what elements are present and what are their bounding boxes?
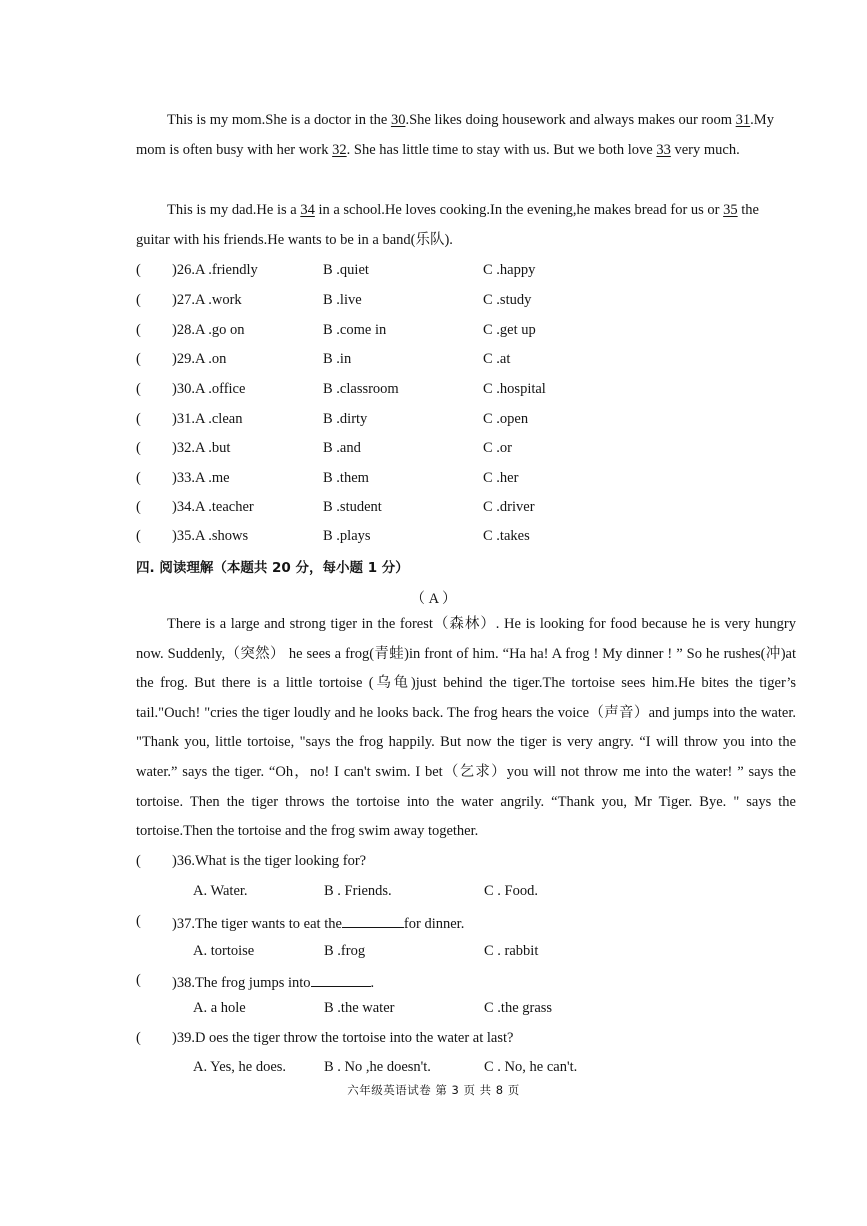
reading-options-37	[136, 943, 796, 967]
text-run: in a school.He loves cooking.In the evening,he makes bread for us or	[314, 202, 724, 218]
question-stem-end: .	[370, 975, 375, 991]
answer-paren[interactable]: (	[136, 913, 141, 929]
option-b: B .classroom	[323, 381, 399, 397]
blank-31: 31	[735, 112, 751, 128]
option-c: C .study	[483, 292, 532, 308]
answer-paren[interactable]: (	[136, 972, 141, 988]
cloze-question-29	[136, 351, 796, 375]
option-b: B .and	[323, 440, 361, 456]
option-b: B .quiet	[323, 262, 369, 278]
answer-blank[interactable]	[342, 913, 404, 928]
reading-options-38	[136, 1000, 796, 1024]
text-run: This is my mom.She is a doctor in the	[167, 112, 391, 128]
option-c: C .the grass	[484, 1000, 553, 1016]
option-a: A. a hole	[193, 1000, 246, 1016]
option-c: C .happy	[483, 262, 536, 278]
option-b: B .them	[323, 470, 369, 486]
text-run: the guitar with his friends.He wants to be in a band(乐队).	[136, 202, 759, 248]
option-b: B .frog	[324, 943, 366, 959]
cloze-question-30	[136, 381, 796, 405]
cloze-question-34	[136, 499, 796, 523]
question-text	[172, 972, 374, 992]
option-a: )28.A .go on	[172, 322, 245, 338]
option-c: C . rabbit	[484, 943, 539, 959]
text-run: .She likes doing housework and always makes our room	[405, 112, 736, 128]
reading-question-39	[136, 1030, 796, 1054]
option-b: B .dirty	[323, 411, 368, 427]
text-run: . She has little time to stay with us. But we both love	[346, 141, 657, 158]
option-a: )34.A .teacher	[172, 499, 254, 515]
reading-passage: There is a large and strong tiger in the forest（森林）. He is looking for food because he is very hungry now. Suddenly,（突然） he sees a frog(青蛙)in front of him. “Ha ha! A frog ! My dinner ! ” So he rushes(冲)at the frog. But there is a little tortoise (乌龟)just behind the tiger.The tortoise sees him.He bites the tiger’s tail."Ouch! "cries the tiger loudly and he looks back. The frog hears the voice（声音）and jumps into the water. "Thank you, little tortoise, "says the frog happily. But now the tiger is very angry. “I will throw you into the water.” says the tiger. “Oh，no! I can't swim. I bet（乞求）you will not throw me into the water! ” says the tortoise. Then the tiger throws the tortoise into the water angrily. “Thank you, Mr Tiger. Bye. " says the tortoise.Then the tortoise and the frog swim away together.	[136, 616, 796, 840]
option-c: C .driver	[483, 499, 535, 515]
option-a: )32.A .but	[172, 440, 231, 456]
option-b: B . No ,he doesn't.	[324, 1059, 431, 1075]
question-stem: )37.The tiger wants to eat the	[172, 916, 342, 932]
cloze-question-33	[136, 470, 796, 494]
option-a: A. Water.	[193, 883, 248, 899]
cloze-question-26	[136, 262, 796, 286]
option-a: )26.A .friendly	[172, 262, 258, 278]
passage-label: （ A ）	[410, 591, 457, 607]
cloze-question-28	[136, 322, 796, 346]
answer-paren[interactable]: (	[136, 292, 141, 308]
option-a: )29.A .on	[172, 351, 227, 367]
cloze-question-31	[136, 411, 796, 435]
answer-paren[interactable]: (	[136, 262, 141, 278]
reading-question-36	[136, 853, 796, 877]
option-a: A. tortoise	[193, 943, 255, 959]
answer-paren[interactable]: (	[136, 853, 141, 869]
option-c: C .or	[483, 440, 512, 456]
question-text	[172, 853, 366, 870]
answer-paren[interactable]: (	[136, 470, 141, 486]
reading-question-37	[136, 913, 796, 937]
answer-paren[interactable]: (	[136, 322, 141, 338]
question-stem: )36.What is the tiger looking for?	[172, 853, 367, 869]
option-c: C .get up	[483, 322, 536, 338]
text-run: .My mom is often busy with her work	[136, 112, 774, 158]
cloze-question-35	[136, 528, 796, 552]
blank-35: 35	[723, 202, 738, 218]
option-c: C . No, he can't.	[484, 1059, 578, 1075]
question-stem: )38.The frog jumps into	[172, 975, 311, 991]
answer-paren[interactable]: (	[136, 528, 141, 544]
option-c: C . Food.	[484, 883, 538, 899]
reading-question-38	[136, 972, 796, 996]
cloze-question-32	[136, 440, 796, 464]
option-c: C .takes	[483, 528, 530, 544]
option-a: A. Yes, he does.	[193, 1059, 287, 1075]
reading-options-36	[136, 883, 796, 907]
answer-paren[interactable]: (	[136, 1030, 141, 1046]
option-b: B .in	[323, 351, 352, 367]
blank-30: 30	[390, 112, 406, 128]
text-run: This is my dad.He is a	[167, 202, 301, 218]
option-b: B . Friends.	[324, 883, 392, 899]
question-stem-end: for dinner.	[403, 916, 465, 932]
option-b: B .the water	[324, 1000, 395, 1016]
answer-paren[interactable]: (	[136, 351, 141, 367]
answer-paren[interactable]: (	[136, 411, 141, 427]
option-c: C .open	[483, 411, 529, 427]
page-footer: 六年级英语试卷 第 3 页 共 8 页	[347, 1083, 520, 1097]
section-heading: 四. 阅读理解（本题共 20 分，每小题 1 分）	[136, 560, 409, 576]
option-c: C .hospital	[483, 381, 546, 397]
answer-paren[interactable]: (	[136, 440, 141, 456]
option-a: )33.A .me	[172, 470, 230, 486]
reading-options-39	[136, 1059, 796, 1083]
question-text	[172, 913, 464, 933]
option-b: B .come in	[323, 322, 387, 338]
answer-blank[interactable]	[311, 972, 371, 987]
question-text	[172, 1030, 513, 1047]
option-c: C .her	[483, 470, 519, 486]
option-a: )30.A .office	[172, 381, 246, 397]
question-stem: )39.D oes the tiger throw the tortoise into the water at last?	[172, 1030, 514, 1046]
blank-32: 32	[332, 141, 347, 158]
option-a: )31.A .clean	[172, 411, 243, 427]
cloze-question-27	[136, 292, 796, 316]
blank-34: 34	[300, 202, 315, 218]
option-a: )27.A .work	[172, 292, 242, 308]
cloze-paragraph-mom	[136, 106, 796, 165]
option-c: C .at	[483, 351, 511, 367]
option-b: B .plays	[323, 528, 371, 544]
option-b: B .live	[323, 292, 362, 308]
cloze-paragraph-dad	[136, 196, 796, 255]
blank-33: 33	[656, 141, 671, 158]
option-a: )35.A .shows	[172, 528, 249, 544]
answer-paren[interactable]: (	[136, 381, 141, 397]
answer-paren[interactable]: (	[136, 499, 141, 515]
option-b: B .student	[323, 499, 382, 515]
text-run: very much.	[670, 141, 740, 158]
